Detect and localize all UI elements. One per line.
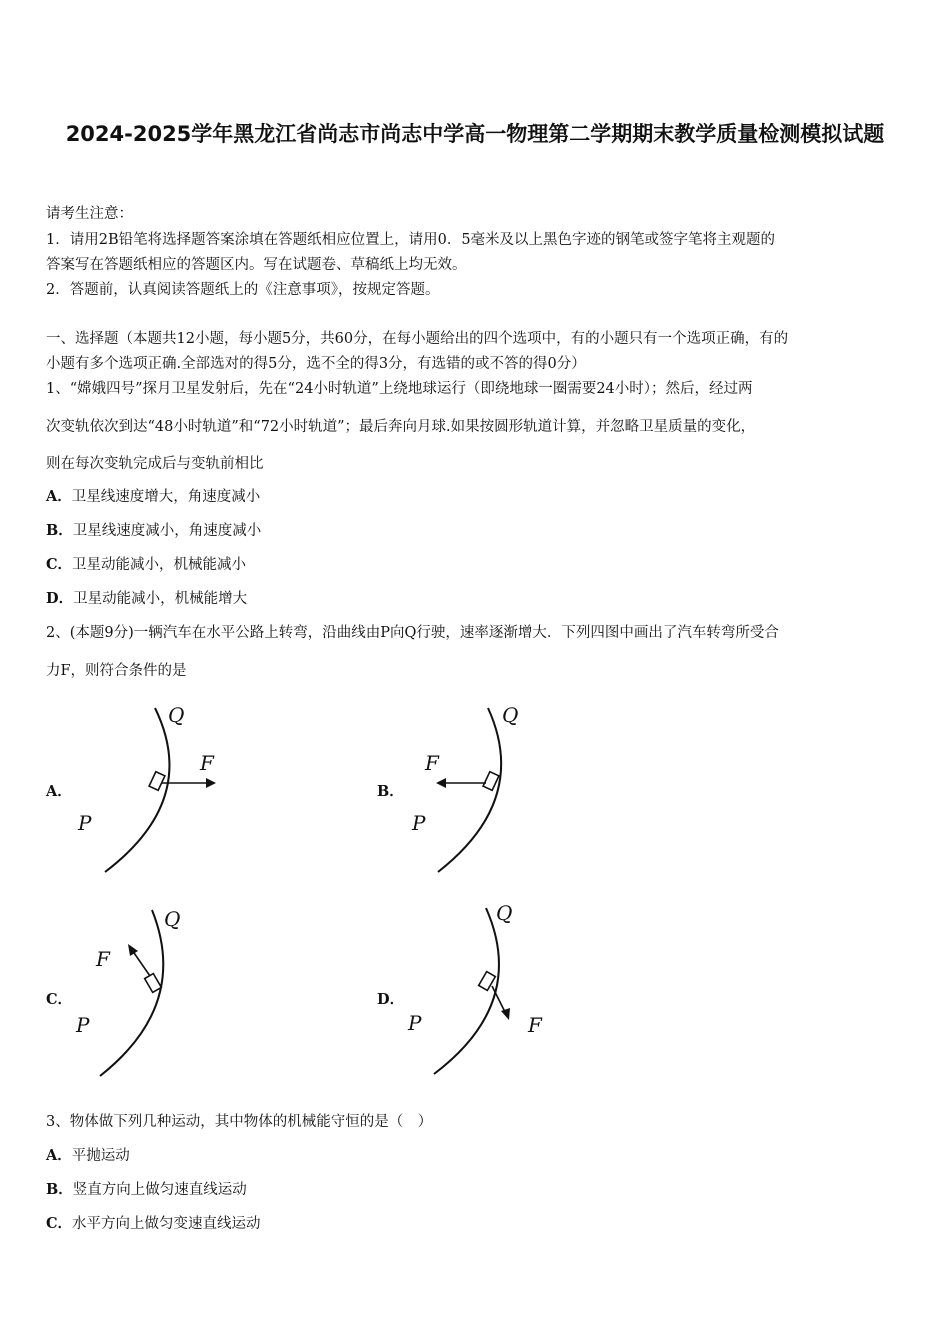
label-p: P: [76, 1013, 90, 1037]
car-box: [149, 772, 165, 791]
q2-stem-line-2: 力F，则符合条件的是: [46, 663, 187, 679]
arrow-head: [436, 778, 446, 788]
q2-option-a-label[interactable]: A．: [46, 783, 72, 800]
option-label: B．: [46, 1181, 73, 1198]
curve-path: [100, 910, 163, 1076]
option-label: D．: [46, 590, 74, 607]
q2-diagram-c: [70, 900, 240, 1085]
label-f: F: [425, 751, 439, 775]
label-q: Q: [502, 703, 519, 727]
car-box: [145, 974, 162, 993]
label-f: F: [528, 1013, 542, 1037]
notice-heading: 请考生注意：: [46, 206, 133, 222]
q1-option-d[interactable]: [46, 587, 247, 608]
option-text: 竖直方向上做匀速直线运动: [72, 1182, 247, 1198]
arrow-head: [501, 1008, 510, 1020]
arrow-head: [128, 944, 138, 956]
q1-option-b[interactable]: [46, 519, 261, 540]
option-text: 水平方向上做匀变速直线运动: [72, 1216, 261, 1232]
force-arrow: [132, 950, 150, 976]
q2-option-c-label[interactable]: C．: [46, 991, 73, 1008]
notice-item-1-line-1: 1．请用2B铅笔将选择题答案涂填在答题纸相应位置上，请用0．5毫米及以上黑色字迹的钢笔或签字笔将主观题的: [46, 232, 776, 248]
q2-diagram-b: [400, 700, 570, 880]
option-text: 卫星线速度减小，角速度减小: [72, 523, 262, 539]
q1-stem-line-3: 则在每次变轨完成后与变轨前相比: [46, 456, 264, 472]
q3-option-c[interactable]: [46, 1212, 261, 1233]
label-q: Q: [168, 703, 185, 727]
q3-option-a[interactable]: [46, 1144, 130, 1165]
section-heading-line-1: 一、选择题（本题共12小题，每小题5分，共60分，在每小题给出的四个选项中，有的小题只有一个选项正确，有的: [46, 331, 789, 347]
option-text: 平抛运动: [71, 1148, 130, 1164]
page-title: 2024-2025学年黑龙江省尚志市尚志中学高一物理第二学期期末教学质量检测模拟试题: [65, 122, 885, 146]
car-box: [483, 772, 499, 791]
label-f: F: [96, 947, 110, 971]
label-f: F: [200, 751, 214, 775]
label-p: P: [412, 811, 426, 835]
q2-option-d-label[interactable]: D．: [377, 991, 405, 1008]
option-label: C．: [46, 1215, 73, 1232]
curve-path: [105, 708, 169, 872]
q2-option-b-label[interactable]: B．: [377, 783, 404, 800]
notice-item-1-line-2: 答案写在答题纸相应的答题区内。写在试题卷、草稿纸上均无效。: [46, 257, 467, 273]
option-text: 卫星线速度增大，角速度减小: [71, 489, 261, 505]
option-text: 卫星动能减小，机械能减小: [72, 557, 247, 573]
option-label: C．: [46, 556, 73, 573]
label-q: Q: [164, 907, 181, 931]
q1-stem-line-2: 次变轨依次到达“48小时轨道”和“72小时轨道”；最后奔向月球.如果按圆形轨道计算，并忽略卫星质量的变化，: [46, 419, 756, 435]
curve-path: [434, 908, 499, 1074]
label-q: Q: [496, 901, 513, 925]
section-heading-line-2: 小题有多个选项正确.全部选对的得5分，选不全的得3分，有选错的或不答的得0分）: [46, 356, 586, 372]
option-text: 卫星动能减小，机械能增大: [73, 591, 248, 607]
option-label: A．: [46, 488, 72, 505]
notice-item-2: 2．答题前，认真阅读答题纸上的《注意事项》，按规定答题。: [46, 282, 440, 298]
q1-stem-line-1: 1、“嫦娥四号”探月卫星发射后，先在“24小时轨道”上绕地球运行（即绕地球一圈需要24小时）；然后，经过两: [46, 381, 753, 397]
label-p: P: [78, 811, 92, 835]
label-p: P: [408, 1011, 422, 1035]
q3-stem: 3、物体做下列几种运动，其中物体的机械能守恒的是（ ）: [46, 1114, 433, 1130]
q1-option-a[interactable]: [46, 485, 260, 506]
q3-option-b[interactable]: [46, 1178, 247, 1199]
q2-stem-line-1: 2、(本题9分)一辆汽车在水平公路上转弯，沿曲线由P向Q行驶，速率逐渐增大．下列四图中画出了汽车转弯所受合: [46, 625, 779, 641]
q2-diagram-d: [400, 898, 575, 1083]
option-label: B．: [46, 522, 73, 539]
arrow-head: [206, 778, 216, 788]
option-label: A．: [46, 1147, 72, 1164]
q2-diagram-a: [70, 700, 240, 880]
q1-option-c[interactable]: [46, 553, 246, 574]
